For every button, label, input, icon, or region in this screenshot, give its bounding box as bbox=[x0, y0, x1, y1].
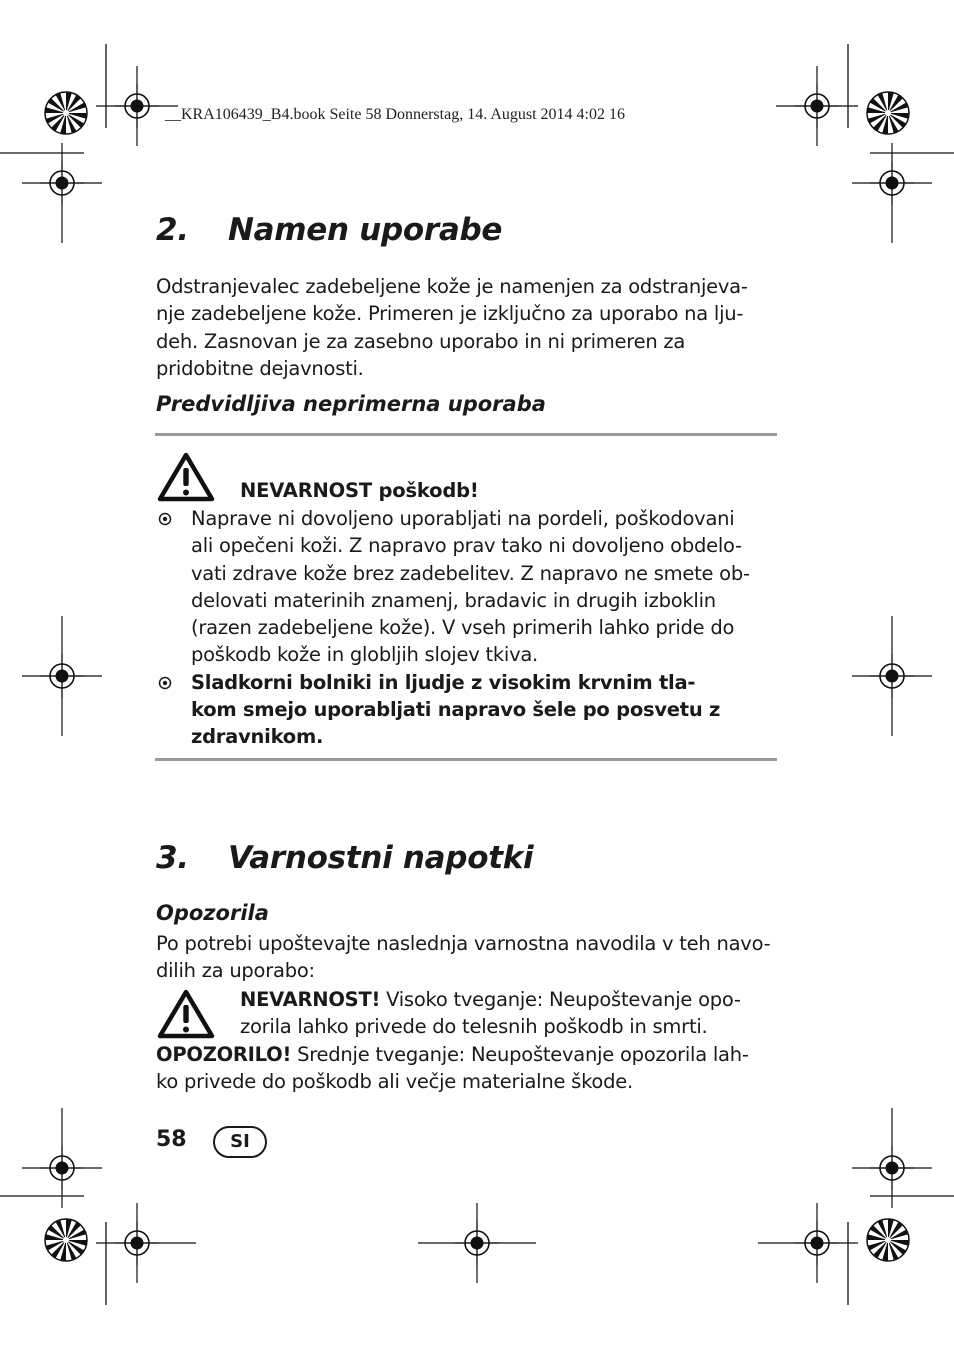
danger-line bbox=[240, 986, 780, 1013]
circle-bullet-icon bbox=[158, 676, 172, 690]
page-number: 58 bbox=[156, 1127, 187, 1152]
list-item-line: delovati materinih znamenj, bradavic in drugih izboklin bbox=[191, 588, 716, 612]
danger-explanation bbox=[240, 986, 780, 1041]
section-3-heading bbox=[156, 840, 533, 876]
section-2-number: 2. bbox=[156, 212, 189, 248]
list-item-line: ali opečeni koži. Z napravo prav tako ni dovoljeno obdelo- bbox=[191, 534, 742, 558]
warning-triangle-icon bbox=[157, 989, 215, 1039]
list-item-line: kom smejo uporabljati napravo šele po posvetu z bbox=[191, 698, 721, 722]
danger-line: zorila lahko privede do telesnih poškodb in smrti. bbox=[240, 1015, 708, 1039]
section-2-intro bbox=[156, 273, 781, 382]
misuse-subheading: Predvidljiva neprimerna uporaba bbox=[156, 392, 546, 416]
list-item bbox=[156, 669, 781, 751]
danger-text: Visoko tveganje: Neupoštevanje opo- bbox=[380, 988, 741, 1011]
caution-line bbox=[156, 1041, 781, 1068]
danger-label: NEVARNOST! bbox=[240, 988, 381, 1011]
list-item-line: Sladkorni bolniki in ljudje z visokim krvnim tla- bbox=[191, 670, 696, 694]
intro-line: Odstranjevalec zadebeljene kože je namenjen za odstranjeva- bbox=[156, 275, 748, 298]
list-item-line: vati zdrave kože brez zadebelitev. Z napravo ne smete ob- bbox=[191, 561, 750, 585]
caution-text: Srednje tveganje: Neupoštevanje opozorila lah- bbox=[291, 1043, 749, 1066]
list-item-line: poškodb kože in globljih slojev tkiva. bbox=[191, 643, 539, 667]
list-item-line: (razen zadebeljene kože). V vseh primerih lahko pride do bbox=[191, 616, 735, 640]
divider-rule bbox=[155, 433, 777, 436]
intro-line: nje zadebeljene kože. Primeren je izključno za uporabo na lju- bbox=[156, 302, 744, 326]
section-3-title: Varnostni napotki bbox=[228, 840, 534, 876]
intro-line: dilih za uporabo: bbox=[156, 959, 315, 983]
print-slug-line: __KRA106439_B4.book Seite 58 Donnerstag, 14. August 2014 4:02 16 bbox=[165, 106, 625, 123]
misuse-warning-list bbox=[156, 505, 781, 751]
section-2-heading bbox=[156, 212, 502, 248]
section-3-number: 3. bbox=[156, 840, 189, 876]
intro-line: pridobitne dejavnosti. bbox=[156, 356, 364, 380]
warning-triangle-icon bbox=[157, 452, 215, 502]
divider-rule bbox=[155, 758, 777, 761]
injury-warning-label: NEVARNOST poškodb! bbox=[240, 479, 479, 502]
list-item-line: Naprave ni dovoljeno uporabljati na pordeli, poškodovani bbox=[191, 507, 735, 530]
caution-line: ko privede do poškodb ali večje materialne škode. bbox=[156, 1070, 633, 1094]
caution-label: OPOZORILO! bbox=[156, 1043, 292, 1066]
list-item bbox=[156, 505, 781, 669]
caution-explanation bbox=[156, 1041, 781, 1096]
intro-line: deh. Zasnovan je za zasebno uporabo in ni primeren za bbox=[156, 329, 686, 353]
circle-bullet-icon bbox=[158, 512, 172, 526]
language-badge: SI bbox=[213, 1126, 267, 1158]
warnings-subheading: Opozorila bbox=[156, 901, 269, 925]
section-3-intro bbox=[156, 930, 781, 985]
list-item-line: zdravnikom. bbox=[191, 725, 324, 749]
intro-line: Po potrebi upoštevajte naslednja varnostna navodila v teh navo- bbox=[156, 932, 771, 955]
section-2-title: Namen uporabe bbox=[228, 212, 503, 248]
